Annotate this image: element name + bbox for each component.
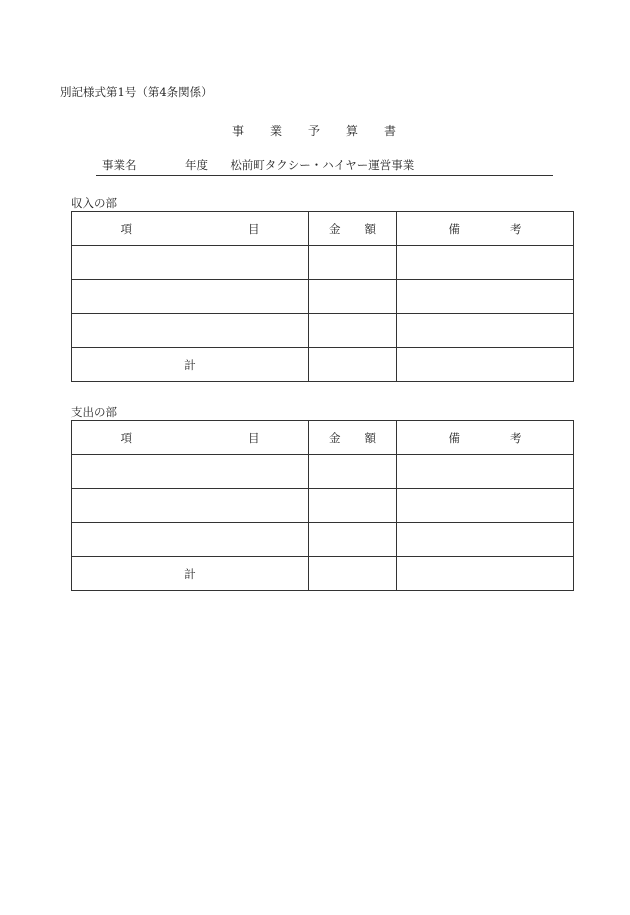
table-row <box>72 280 574 314</box>
document-title <box>232 122 422 139</box>
header-note: 備 考 <box>397 212 574 246</box>
header-item: 項 目 <box>72 212 309 246</box>
total-note-cell[interactable] <box>397 557 574 591</box>
note-cell[interactable] <box>397 246 574 280</box>
header-amount: 金 額 <box>309 212 397 246</box>
header-amount: 金 額 <box>309 421 397 455</box>
table-header-row <box>72 421 574 455</box>
total-row <box>72 557 574 591</box>
title-char: 予 <box>308 124 321 138</box>
table-row <box>72 314 574 348</box>
table-row <box>72 523 574 557</box>
total-amount-cell[interactable] <box>309 557 397 591</box>
amount-cell[interactable] <box>309 280 397 314</box>
table-row <box>72 489 574 523</box>
item-cell[interactable] <box>72 280 309 314</box>
table-header-row <box>72 212 574 246</box>
total-label: 計 <box>72 557 309 591</box>
table-row <box>72 246 574 280</box>
item-cell[interactable] <box>72 523 309 557</box>
title-char: 事 <box>232 124 245 138</box>
project-name: 松前町タクシー・ハイヤー運営事業 <box>230 158 415 172</box>
item-cell[interactable] <box>72 455 309 489</box>
expense-section-label: 支出の部 <box>71 405 117 419</box>
note-cell[interactable] <box>397 523 574 557</box>
amount-cell[interactable] <box>309 455 397 489</box>
amount-cell[interactable] <box>309 246 397 280</box>
income-table <box>71 211 574 382</box>
note-cell[interactable] <box>397 280 574 314</box>
table-row <box>72 455 574 489</box>
total-note-cell[interactable] <box>397 348 574 382</box>
amount-cell[interactable] <box>309 489 397 523</box>
project-year-label: 年度 <box>185 158 208 172</box>
title-char: 業 <box>270 124 283 138</box>
project-label: 事業名 <box>102 158 137 172</box>
form-reference: 別記様式第1号（第4条関係） <box>60 85 213 99</box>
header-note: 備 考 <box>397 421 574 455</box>
header-item: 項 目 <box>72 421 309 455</box>
item-cell[interactable] <box>72 314 309 348</box>
note-cell[interactable] <box>397 455 574 489</box>
project-name-line <box>96 157 553 176</box>
total-amount-cell[interactable] <box>309 348 397 382</box>
note-cell[interactable] <box>397 489 574 523</box>
total-label: 計 <box>72 348 309 382</box>
note-cell[interactable] <box>397 314 574 348</box>
title-char: 書 <box>384 124 397 138</box>
item-cell[interactable] <box>72 246 309 280</box>
expense-table <box>71 420 574 591</box>
income-section-label: 収入の部 <box>71 196 117 210</box>
title-char: 算 <box>346 124 359 138</box>
amount-cell[interactable] <box>309 523 397 557</box>
item-cell[interactable] <box>72 489 309 523</box>
amount-cell[interactable] <box>309 314 397 348</box>
total-row <box>72 348 574 382</box>
